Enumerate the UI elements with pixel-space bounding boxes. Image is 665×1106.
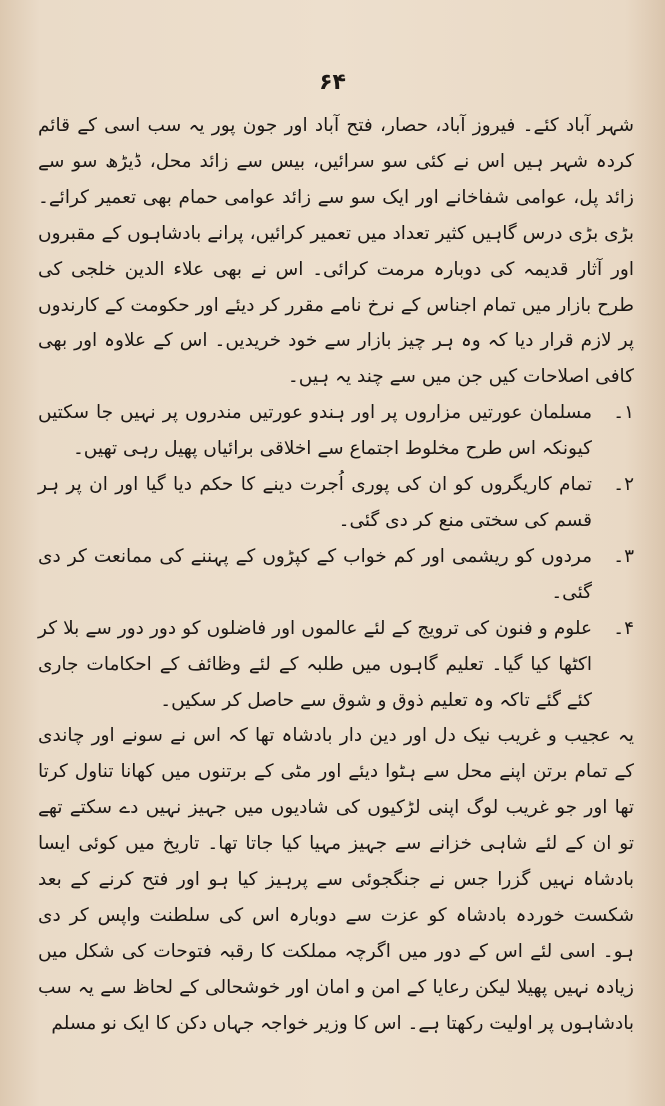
paragraph-intro: شہر آباد کئے۔ فیروز آباد، حصار، فتح آباد اور جون پور یہ سب اسی کے قائم کردہ شہر ہیں اس نے کئی سو سرائیں، بیس سے زائد محل، ڈیڑھ سو سے زائد پل، عوامی شفاخانے اور ایک سو سے زائد عوامی حمام بھی تعمیر کرائے۔ بڑی بڑی درس گاہیں کثیر تعداد میں تعمیر کرائیں، پرانے بادشاہوں کے مقبروں اور آثار قدیمہ کی دوبارہ مرمت کرائی۔ اس نے بھی علاء الدین خلجی کی طرح بازار میں تمام اجناس کے نرخ نامے مقرر کر دیئے اور حکومت کے کارندوں پر لازم قرار دیا کہ وہ ہر چیز بازار سے خود خریدیں۔ اس کے علاوہ اور بھی کافی اصلاحات کیں جن میں سے چند یہ ہیں۔ xyxy=(38,115,634,388)
list-item-number: ۱۔ xyxy=(613,402,634,424)
list-item-text: تمام کاریگروں کو ان کی پوری اُجرت دینے کا حکم دیا گیا اور ان پر ہر قسم کی سختی منع کر دی گئی۔ xyxy=(38,474,592,531)
page-body xyxy=(38,108,634,1042)
reforms-list xyxy=(38,395,634,718)
list-item xyxy=(38,611,634,719)
list-item-text: علوم و فنون کی ترویج کے لئے عالموں اور فاضلوں کو دور دور سے بلا کر اکٹھا کیا گیا۔ تعلیم گاہوں میں طلبہ کے لئے وظائف کے احکامات جاری کئے گئے تاکہ وہ تعلیم ذوق و شوق سے حاصل کر سکیں۔ xyxy=(38,617,592,711)
page-number: ۶۴ xyxy=(319,70,346,95)
list-item xyxy=(38,467,634,539)
list-item-number: ۳۔ xyxy=(613,545,634,567)
list-item-text: مسلمان عورتیں مزاروں پر اور ہندو عورتیں مندروں پر نہیں جا سکتیں کیونکہ اس طرح مخلوط اجتماع سے اخلاقی برائیاں پھیل رہی تھیں۔ xyxy=(38,402,592,460)
paragraph-king: یہ عجیب و غریب نیک دل اور دین دار بادشاہ تھا کہ اس نے سونے اور چاندی کے تمام برتن اپنے محل سے ہٹوا دیئے اور مٹی کے برتنوں میں کھانا تناول کرتا تھا اور جو غریب لوگ اپنی لڑکیوں کی شادیوں میں جہیز نہیں دے سکتے تھے تو ان کے لئے شاہی خزانے سے جہیز مہیا کیا جاتا تھا۔ تاریخ میں کوئی ایسا بادشاہ نہیں گزرا جس نے جنگجوئی سے پرہیز کیا ہو اور فتح کرنے کے بعد شکست خوردہ بادشاہ کو عزت سے دوبارہ اس کی سلطنت واپس کر دی ہو۔ اسی لئے اس کے دور میں اگرچہ مملکت کا رقبہ فتوحات کی شکل میں زیادہ نہیں پھیلا لیکن رعایا کے امن و امان اور خوشحالی کے لحاظ سے یہ سب بادشاہوں پر اولیت رکھتا ہے۔ اس کا وزیر خواجہ جہاں دکن کا ایک نو مسلم xyxy=(38,725,634,1034)
list-item-number: ۴۔ xyxy=(613,617,634,639)
list-item xyxy=(38,395,634,467)
list-item-text: مردوں کو ریشمی اور کم خواب کے کپڑوں کے پہننے کی ممانعت کر دی گئی۔ xyxy=(38,545,592,603)
list-item-number: ۲۔ xyxy=(613,474,634,496)
list-item xyxy=(38,539,634,611)
